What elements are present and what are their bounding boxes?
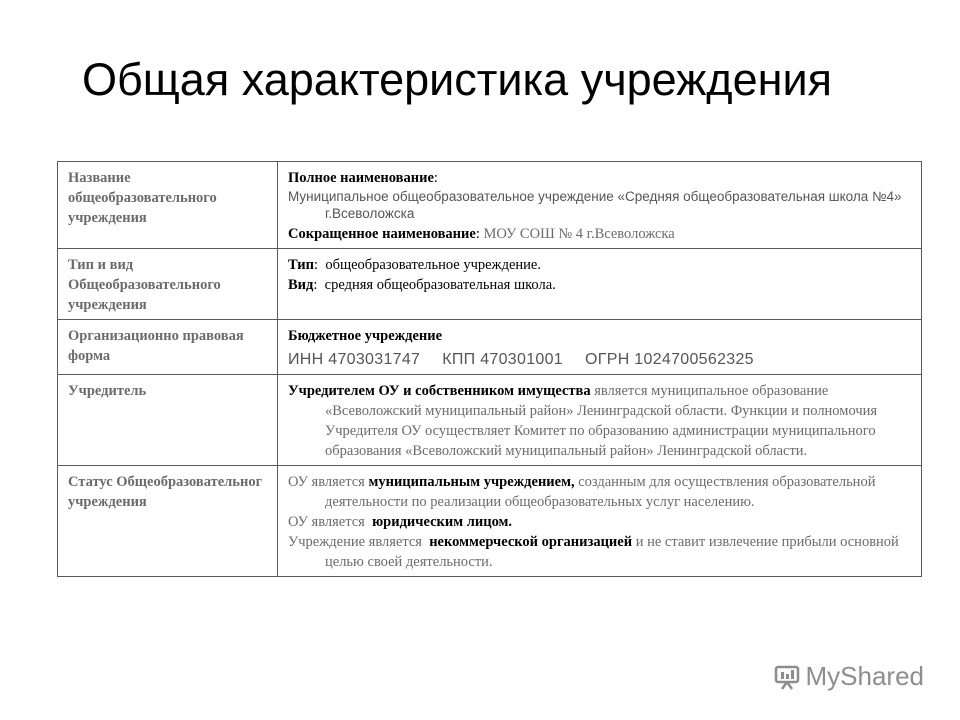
row-label-type: Тип и вид Общеобразовательного учреждения <box>58 249 278 320</box>
page-title: Общая характеристика учреждения <box>82 54 832 105</box>
ogrn-value: ОГРН 1024700562325 <box>585 351 754 368</box>
row-value-type: Тип: общеобразовательное учреждение. Вид: средняя общеобразовательная школа. <box>278 249 922 320</box>
legal-bold: юридическим лицом. <box>372 514 513 530</box>
legal-pre: ОУ является <box>288 514 365 530</box>
row-label-founder: Учредитель <box>58 375 278 466</box>
short-name-label: Сокращенное наименование <box>288 226 476 242</box>
status-post: созданным для осуществления образовательной деятельности по реализации общеобразовательных услуг населению. <box>325 474 876 510</box>
table-row <box>58 162 922 249</box>
inn-value: ИНН 4703031747 <box>288 351 421 368</box>
full-name-label: Полное наименование <box>288 170 434 186</box>
nonprofit-pre: Учреждение является <box>288 534 422 550</box>
founder-text: является муниципальное образование «Всеволожский муниципальный район» Ленинградской области. Функции и полномочия Учредителя ОУ осуществляет Комитет по образованию администрации муниципального образования «Всеволожский муниципальный район» Ленинградской области. <box>325 383 878 459</box>
watermark-text: MyShared <box>805 661 924 691</box>
table-row <box>58 375 922 466</box>
kind-label: Вид <box>288 277 314 293</box>
row-value-status <box>278 466 922 577</box>
watermark <box>774 661 925 692</box>
row-label-name: Название общеобразовательного учреждения <box>58 162 278 249</box>
row-value-name: Полное наименование: Муниципальное общеобразовательное учреждение «Средняя общеобразовательная школа №4» г.Всеволожска Сокращенное наименование: МОУ СОШ № 4 г.Всеволожска <box>278 162 922 249</box>
row-label-status: Статус Общеобразовательног учреждения <box>58 466 278 577</box>
form-value: Бюджетное учреждение <box>288 328 443 344</box>
type-value: общеобразовательное учреждение. <box>325 257 541 273</box>
type-label: Тип <box>288 257 315 273</box>
status-bold: муниципальным учреждением, <box>368 474 575 490</box>
nonprofit-post: и не ставит извлечение прибыли основной целью своей деятельности. <box>325 534 899 570</box>
table-row <box>58 320 922 375</box>
row-value-legal-form <box>278 320 922 375</box>
table-row <box>58 249 922 320</box>
full-name-value: Муниципальное общеобразовательное учреждение «Средняя общеобразовательная школа №4» г.Всеволожска <box>288 189 902 221</box>
info-table <box>57 161 922 577</box>
kind-value: средняя общеобразовательная школа. <box>324 277 556 293</box>
table-row <box>58 466 922 577</box>
presentation-board-icon <box>774 664 800 690</box>
short-name-value: МОУ СОШ № 4 г.Всеволожска <box>483 226 675 242</box>
kpp-value: КПП 470301001 <box>442 351 564 368</box>
founder-bold: Учредителем ОУ и собственником имущества <box>288 383 591 399</box>
status-pre: ОУ является <box>288 474 365 490</box>
row-value-founder <box>278 375 922 466</box>
nonprofit-bold: некоммерческой организацией <box>429 534 633 550</box>
row-label-legal-form: Организационно правовая форма <box>58 320 278 375</box>
